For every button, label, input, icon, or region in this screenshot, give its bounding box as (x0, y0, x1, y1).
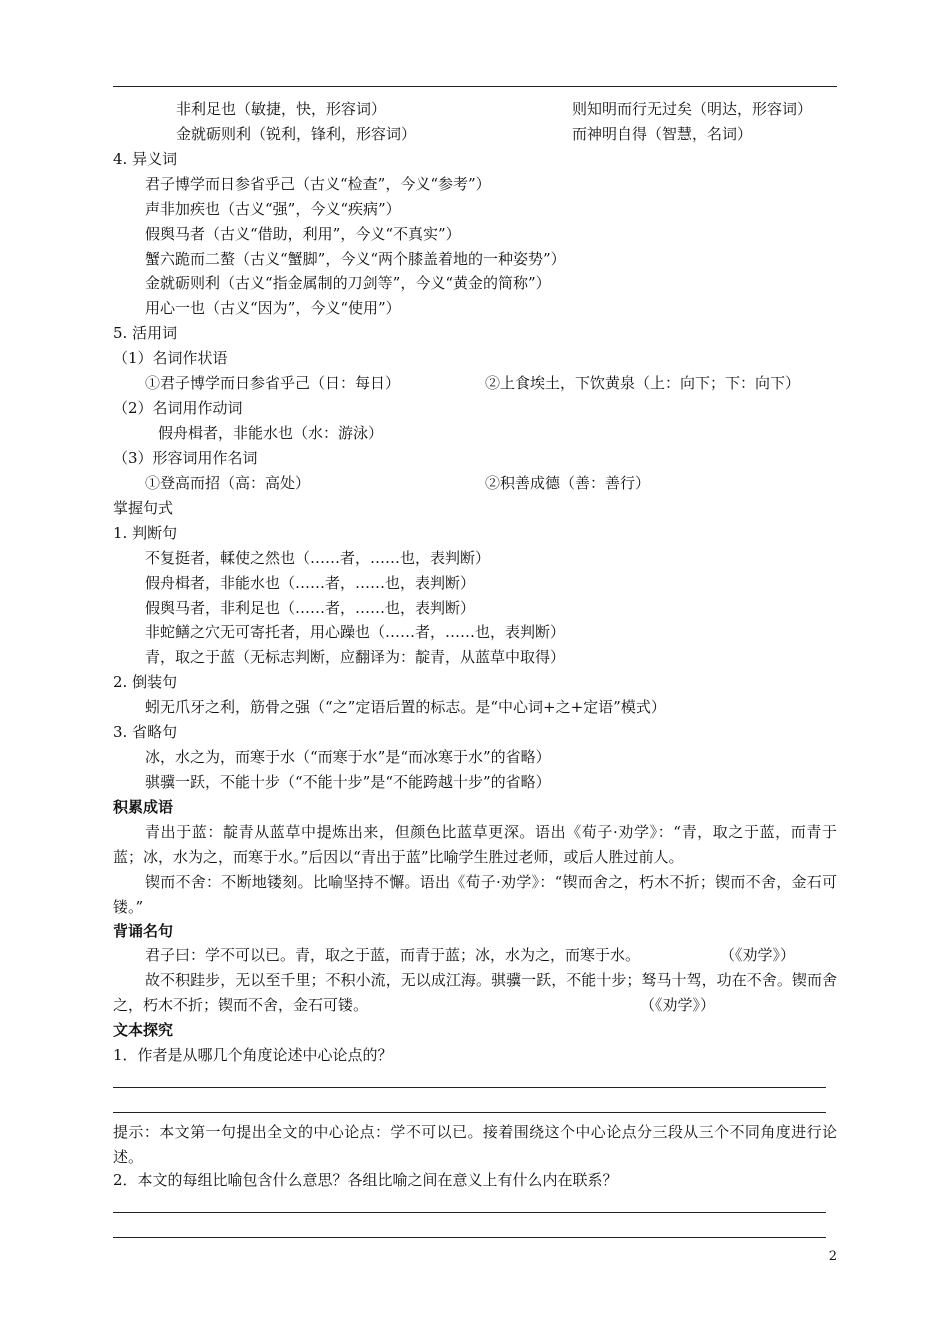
chengyu-heading: 积累成语 (113, 798, 174, 816)
chengyu-paragraph: 青出于蓝：靛青从蓝草中提炼出来，但颜色比蓝草更深。语出《荀子·劝学》：“青，取之于蓝，而青于蓝；冰，水为之，而寒于水。”后因以“青出于蓝”比喻学生胜过老师，或后人胜过前人。 (113, 823, 837, 866)
yiyi-heading: 4. 异义词 (113, 150, 178, 168)
answer-line (113, 1112, 826, 1113)
panduan-item: 不复挺者，輮使之然也（……者，……也，表判断） (145, 549, 491, 567)
answer-line (113, 1212, 826, 1213)
yiyi-item: 假舆马者（古义“借助，利用”，今义“不真实”） (145, 225, 461, 243)
jushi-heading: 掌握句式 (113, 499, 174, 517)
mingju-quote: 君子曰：学不可以已。青，取之于蓝，而青于蓝；冰，水为之，而寒于水。 (145, 946, 641, 964)
mingju-source: （《劝学》） (720, 946, 796, 964)
yiyi-item: 用心一也（古义“因为”，今义“使用”） (145, 299, 401, 317)
huoyong-sub3-b: ②积善成德（善：善行） (485, 474, 651, 492)
yiyi-item: 君子博学而日参省乎己（古义“检查”，今义“参考”） (145, 175, 491, 193)
huoyong-sub3-a: ①登高而招（高：高处） (145, 474, 311, 492)
adj-left-2: 金就砺则利（锐利，锋利，形容词） (176, 125, 417, 143)
answer-line (113, 1087, 826, 1088)
adj-right-2: 而神明自得（智慧，名词） (572, 125, 753, 143)
huoyong-sub2: （2）名词用作动词 (113, 399, 243, 417)
daozhuang-heading: 2. 倒装句 (113, 673, 178, 691)
mingju-source: （《劝学》） (640, 996, 716, 1014)
hint-paragraph: 提示：本文第一句提出全文的中心论点：学不可以已。接着围绕这个中心论点分三段从三个不同角度进行论述。 (113, 1123, 837, 1166)
chengyu-paragraph: 锲而不舍：不断地镂刻。比喻坚持不懈。语出《荀子·劝学》：“锲而舍之，朽木不折；锲而不舍，金石可镂。” (113, 873, 837, 916)
tanjiu-heading: 文本探究 (113, 1021, 174, 1039)
answer-line (113, 1237, 826, 1238)
panduan-item: 假舆马者，非利足也（……者，……也，表判断） (145, 599, 476, 617)
adj-right-1: 则知明而行无过矣（明达，形容词） (572, 100, 813, 118)
mingju-quote: 故不积跬步，无以至千里；不积小流，无以成江海。骐骥一跃，不能十步；驽马十驾，功在不舍。锲而舍之，朽木不折；锲而不舍，金石可镂。 (113, 971, 837, 1014)
huoyong-sub2-a: 假舟楫者，非能水也（水：游泳） (158, 424, 384, 442)
shenglue-heading: 3. 省略句 (113, 723, 178, 741)
daozhuang-item: 蚓无爪牙之利，筋骨之强（“之”定语后置的标志。是“中心词+之+定语”模式） (145, 698, 666, 716)
panduan-item: 假舟楫者，非能水也（……者，……也，表判断） (145, 574, 476, 592)
huoyong-sub1-b: ②上食埃土，下饮黄泉（上：向下；下：向下） (485, 374, 801, 392)
yiyi-item: 声非加疾也（古义“强”，今义“疾病”） (145, 200, 401, 218)
page-number: 2 (828, 1249, 837, 1264)
mingju-heading: 背诵名句 (113, 922, 174, 940)
shenglue-item: 骐骥一跃，不能十步（“不能十步”是“不能跨越十步”的省略） (145, 773, 551, 791)
huoyong-sub1-a: ①君子博学而日参省乎己（日：每日） (145, 374, 401, 392)
yiyi-item: 蟹六跪而二螯（古义“蟹脚”，今义“两个膝盖着地的一种姿势”） (145, 250, 566, 268)
panduan-heading: 1. 判断句 (113, 524, 178, 542)
top-rule (113, 86, 837, 87)
question-1: 1．作者是从哪几个角度论述中心论点的？ (113, 1046, 393, 1064)
huoyong-sub1: （1）名词作状语 (113, 349, 228, 367)
huoyong-heading: 5. 活用词 (113, 324, 178, 342)
panduan-item: 非蛇鳝之穴无可寄托者，用心躁也（……者，……也，表判断） (145, 623, 566, 641)
question-2: 2．本文的每组比喻包含什么意思？各组比喻之间在意义上有什么内在联系？ (113, 1171, 618, 1189)
adj-left-1: 非利足也（敏捷，快，形容词） (176, 100, 387, 118)
yiyi-item: 金就砺则利（古义“指金属制的刀剑等”，今义“黄金的简称”） (145, 274, 551, 292)
panduan-item: 青，取之于蓝（无标志判断，应翻译为：靛青，从蓝草中取得） (145, 648, 566, 666)
huoyong-sub3: （3）形容词用作名词 (113, 449, 258, 467)
shenglue-item: 冰，水之为，而寒于水（“而寒于水”是“而冰寒于水”的省略） (145, 748, 551, 766)
